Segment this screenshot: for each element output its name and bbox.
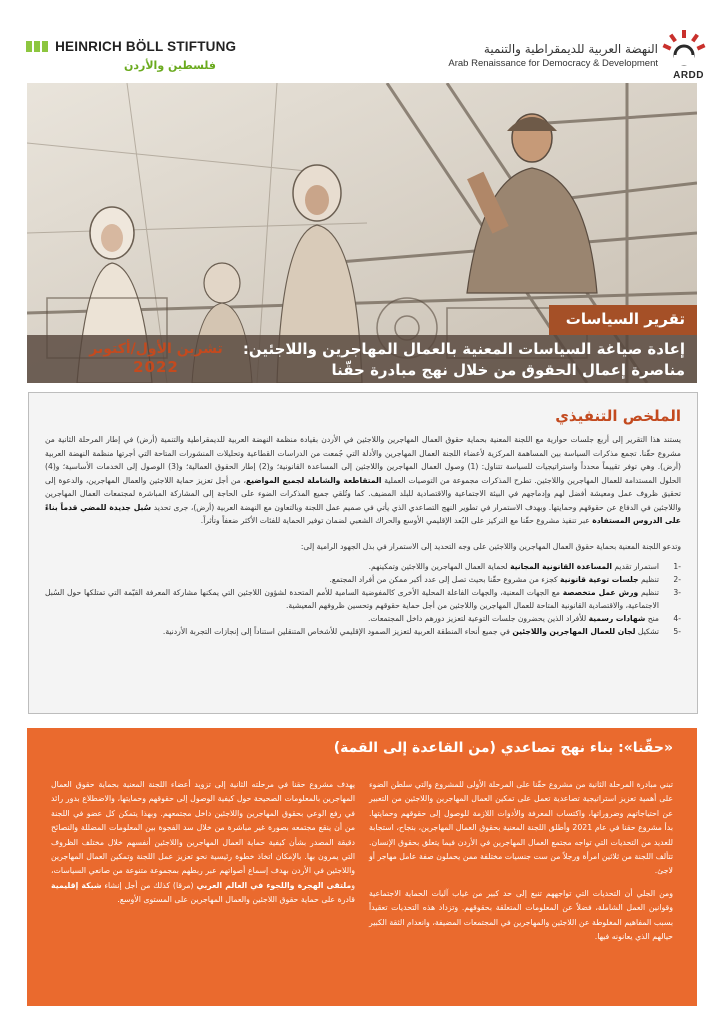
list-bold: جلسات توعية قانونية (560, 575, 639, 584)
approach-paragraph-3 (51, 778, 355, 908)
date-box (27, 341, 285, 381)
ardd-name-en: Arab Renaissance for Democracy & Development (448, 58, 658, 69)
list-text: استمرار تقديم (611, 562, 659, 571)
executive-summary (28, 392, 698, 714)
list-number: -3 (673, 588, 681, 597)
list-number: -5 (673, 627, 681, 636)
list-item (45, 612, 681, 625)
approach-column-right (369, 778, 673, 944)
summary-bold-2: سُبل جديدة للمضي قدماً بناءً على الدروس المستفادة (45, 502, 681, 525)
summary-bold-1: المتقاطعة والشاملة لجميع المواضيع (245, 475, 382, 485)
list-text: تنظيم (638, 588, 659, 597)
list-item (45, 573, 681, 586)
approach-paragraph-2: ومن الجلي أن التحديات التي تواجههم تنبع إلى حد كبير من غياب آليات الحماية الاجتماعية وقوانين العمل الشاملة، فضلاً عن المعلومات المتعلقة بحقوقهم. وتزداد هذه التحديات تعقيداً بسبب المفاهيم المغلوطة عن اللاجئين والمهاجرين في المجتمعات المضيفة، وانعدام الثقة الكبير حيالهم الذي يعانونه فيها. (369, 888, 673, 942)
list-text: تشكيل (635, 627, 659, 636)
report-title-line1: إعادة صياغة السياسات المعنية بالعمال المهاجرين واللاجئين: (242, 340, 685, 358)
report-year: 2022 (133, 358, 179, 376)
hbs-logo (26, 36, 236, 72)
summary-text-3: عبر تنفيذ مشروع حقّنا مع التركيز على البُعد الإقليمي الأوسع والحراك الشعبي لضمان توفير الحماية للفئات الأكثر ضعفاً وتأثراً. (200, 516, 590, 525)
list-number: -4 (673, 614, 681, 623)
approach-heading: «حقّنا»: بناء نهج تصاعدي (من القاعدة إلى القمة) (333, 740, 673, 756)
list-number: -1 (673, 562, 681, 571)
summary-heading: الملخص التنفيذي (555, 407, 681, 425)
list-text: مع الجهات المعنية، والجهات الفاعلة المحلية الأخرى كالمفوضية السامية للأمم المتحدة لشؤون اللاجئين التي يمكنها مشاركة المعرفة القيّمة التي تمتلكها حول السُبل الاجتماعية، والاقتصادية القانونية المتاحة للعمال المهاجرين واللاجئين من أجل حماية حقوقهم وتحسين ظروفهم المعيشية. (45, 588, 659, 610)
ardd-name (448, 42, 658, 69)
report-title-line2: مناصرة إعمال الحقوق من خلال نهج مبادرة حقّنا (331, 361, 685, 379)
hbs-squares-icon (26, 37, 50, 56)
list-text: للأفراد الذين يحضرون جلسات التوعية لتعزيز دورهم داخل المجتمعات. (367, 614, 589, 623)
list-text: تنظيم (638, 575, 659, 584)
approach-bold: ملتقى الهجرة واللجوء في العالم العربي (196, 880, 352, 890)
summary-text-2: ، من أجل تعزيز حماية اللاجئين والعمال المهاجرين، والدعوة إلى تحقيق ظروف عمل ومعيشة أفضل لهم وإدماجهم في البيئة الاجتماعية والاقتصادية للبلد المضيف. كما وتُلقي جميع المذكرات الضوء على الحاجة إلى المشاركة المباشرة لمجتمعات العمال المهاجرين واللاجئين في الدفاع عن حقوقهم وحمايتها. وبهدف الاستمرار في تطوير النهج التصاعدي الذي يأتي في صميم عمل اللجنة وبالتعاون مع النهضة العربية (أرض)، جرى تحديد (45, 475, 681, 512)
approach-text: (مرقا) كذلك من أجل إنشاء (101, 880, 197, 890)
list-bold: ورش عمل متخصصة (562, 588, 639, 597)
list-item (45, 625, 681, 638)
ardd-short: ARDD (673, 70, 704, 81)
hbs-subtitle: فلسطين والأردن (124, 59, 216, 72)
approach-bold: شبكة إقليمية (51, 880, 102, 890)
list-bold: المساعدة القانونية المجانية (510, 562, 612, 571)
list-text: في جميع أنحاء المنطقة العربية لتعزيز الصمود الإقليمي للأشخاص المتنقلين استناداً إلى إنجازات التجربة الأردنية. (162, 627, 513, 636)
approach-text: قادرة على حماية حقوق اللاجئين والعمال المهاجرين على المستوى الأوسع. (117, 895, 355, 905)
list-bold: لجان للعمال المهاجرين واللاجئين (512, 627, 636, 636)
summary-paragraph (45, 433, 681, 528)
hbs-name: HEINRICH BÖLL STIFTUNG (55, 39, 237, 54)
report-type-band: تقرير السياسات (549, 305, 697, 335)
ardd-name-ar: النهضة العربية للديمقراطية والتنمية (483, 42, 658, 56)
approach-section (27, 728, 697, 1006)
list-number: -2 (673, 575, 681, 584)
report-month: تشرين الأول/أكتوبر (89, 341, 223, 357)
recommendations-list (45, 560, 681, 638)
list-text: لحماية العمال المهاجرين واللاجئين وتمكينهم. (368, 562, 511, 571)
approach-paragraph-1: تبني مبادرة المرحلة الثانية من مشروع حقّنا على المرحلة الأولى للمشروع والتي سلطن الضوء على أهمية تعزيز استراتيجية تصاعدية تعمل على تمكين العمال المهاجرين واللاجئين من التعبير عن احتياجاتهم وضروراتها، واكتساب المعرفة والأدوات اللازمة للوصول إلى حقوقهم وحمايتها. بدأ مشروع حقنا في عام 2021 وأطلق اللجنة المعنية بحقوق العمال المهاجرين، بنجاح، استجابة للعديد من التحديات التي تواجه مجتمع العمال المهاجرين في الأردن فيما يتعلق بحقوق الإنسان. تتألف اللجنة من ثلاثين امرأة ورجلاً من ست جنسيات مختلفة ممن يحملون صفة عامل مهاجر أو لاجئ. (369, 780, 673, 876)
summary-text-1: يستند هذا التقرير إلى أربع جلسات حوارية مع اللجنة المعنية بحماية حقوق العمال المهاجرين واللاجئين في الأردن بقيادة منظمة النهضة العربية للديمقراطية والتنمية (أرض) في إطار المرحلة الثانية من مشروع حقّنا. تجمع مذكرات السياسة بين المساهمة المركزية لأعضاء اللجنة العمال المهاجرين والأدلة التي جُمعت من الدراسات القطاعية وتحليلات المنشورات المتاحة التي أجرتها منظمة النهضة العربية (أرض). وهي توفر تقييماً محدداً واستراتيجيات للسياسة تتناول: (1) وصول العمال المهاجرين واللاجئين إلى المساعدة القانونية؛ و(2) إطار الحقوق العمالية؛ و(3) الوصول إلى الخدمات الأساسية؛ و(4) الحلول المستدامة للعمال المهاجرين واللاجئين. تطرح المذكرات مجموعة من التوصيات العملية (45, 435, 681, 485)
list-item (45, 560, 681, 573)
list-text: كجزء من مشروع حقّنا بحيث تصل إلى عدد أكبر ممكن من أفراد المجتمع. (329, 575, 561, 584)
approach-text: يهدف مشروع حقنا في مرحلته الثانية إلى تزويد أعضاء اللجنة المعنية بحماية حقوق العمال المهاجرين بالمعلومات الصحيحة حول كيفية الوصول إلى حقوقهم وحمايتها، والاضطلاع بدور رائد في رفع الوعي بحقوق المهاجرين واللاجئين داخل مجتمعهم. وبهذا يتمكن كل عضو في اللجنة من أن ينقع مجتمعه بصورة غير مباشرة من خلال سد الفجوة بين المعلومات المضللة والنصائح دقيقة المصدر بشأن كيفية حماية العمال المهاجرين واللاجئين أنفسهم خلال مختلف الظروف التي يمرون بها. بالإمكان اتخاذ خطوة رئيسية نحو تعزيز عمل اللجنة وتمكين العمال المهاجرين واللاجئين في الأردن بهدف إسماع أصواتهم عبر ربطهم بمجموعة متنوعة من صانعي السياسات، و (51, 780, 355, 890)
list-item (45, 586, 681, 612)
approach-column-left (51, 778, 355, 908)
summary-intro: وتدعو اللجنة المعنية بحماية حقوق العمال المهاجرين واللاجئين على وجه التحديد إلى الاستمرار في بذل الجهود الرامية إلى: (300, 541, 681, 551)
list-text: منح (645, 614, 659, 623)
list-bold: شهادات رسمية (588, 614, 646, 623)
